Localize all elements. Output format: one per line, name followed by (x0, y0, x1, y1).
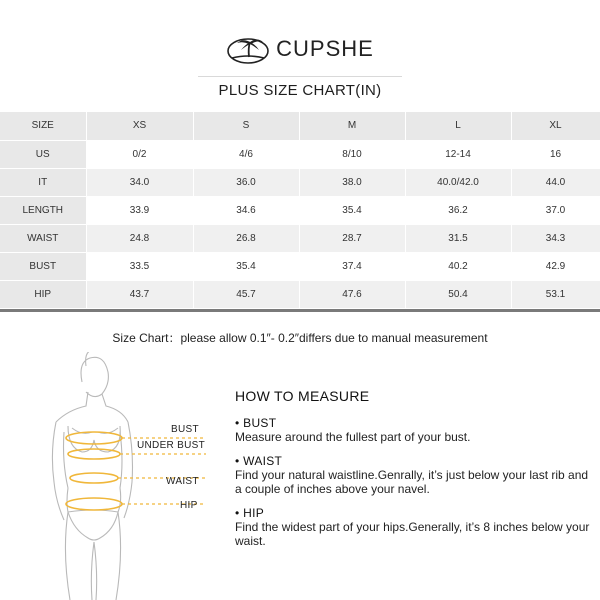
table-cell: 37.0 (511, 196, 600, 224)
table-cell: 45.7 (193, 280, 299, 308)
table-cell: 50.4 (405, 280, 511, 308)
table-cell: 36.2 (405, 196, 511, 224)
table-cell: 26.8 (193, 224, 299, 252)
brand-logo (0, 34, 600, 64)
hip-band (66, 498, 122, 510)
table-cell: 0/2 (86, 140, 193, 168)
table-cell: 12-14 (405, 140, 511, 168)
label-hip: HIP (180, 500, 198, 511)
chart-title: PLUS SIZE CHART(IN) (218, 82, 382, 99)
table-row (0, 196, 600, 224)
row-label: WAIST (0, 224, 86, 252)
label-under-bust: UNDER BUST (137, 440, 206, 451)
table-cell: 38.0 (299, 168, 405, 196)
under-bust-band (68, 449, 120, 459)
howto-item-text: Find your natural waistline.Genrally, it’s just below your last rib and a couple of inches above your navel. (235, 468, 589, 496)
howto-item-text: Measure around the fullest part of your bust. (235, 430, 471, 444)
measurement-note: Size Chart：please allow 0.1″- 0.2″differs due to manual measurement (112, 331, 488, 345)
waist-band (70, 473, 118, 483)
table-cell: 24.8 (86, 224, 193, 252)
column-header: M (299, 112, 405, 140)
how-to-measure-section (235, 388, 590, 558)
table-cell: 35.4 (193, 252, 299, 280)
table-cell: 37.4 (299, 252, 405, 280)
table-cell: 40.2 (405, 252, 511, 280)
row-label: BUST (0, 252, 86, 280)
column-header: XL (511, 112, 600, 140)
table-bottom-rule (0, 309, 600, 312)
table-header-row (0, 112, 600, 140)
table-cell: 34.0 (86, 168, 193, 196)
row-label: US (0, 140, 86, 168)
row-label: LENGTH (0, 196, 86, 224)
table-cell: 40.0/42.0 (405, 168, 511, 196)
howto-item-heading: • BUST (235, 416, 277, 430)
table-cell: 53.1 (511, 280, 600, 308)
table-cell: 33.5 (86, 252, 193, 280)
column-header: S (193, 112, 299, 140)
table-cell: 47.6 (299, 280, 405, 308)
table-cell: 33.9 (86, 196, 193, 224)
palm-tree-icon (226, 34, 270, 64)
table-cell: 42.9 (511, 252, 600, 280)
body-figure (28, 352, 206, 600)
table-cell: 44.0 (511, 168, 600, 196)
table-cell: 34.3 (511, 224, 600, 252)
row-label: IT (0, 168, 86, 196)
table-cell: 8/10 (299, 140, 405, 168)
table-row (0, 140, 600, 168)
howto-item-waist (235, 454, 590, 496)
column-header: XS (86, 112, 193, 140)
size-table (0, 112, 600, 309)
table-cell: 36.0 (193, 168, 299, 196)
howto-item-heading: • HIP (235, 506, 265, 520)
table-row (0, 224, 600, 252)
howto-item-hip (235, 506, 590, 548)
label-bust: BUST (171, 424, 199, 435)
table-row (0, 252, 600, 280)
table-cell: 34.6 (193, 196, 299, 224)
table-cell: 16 (511, 140, 600, 168)
table-row (0, 280, 600, 308)
column-header-size: SIZE (0, 112, 86, 140)
label-waist: WAIST (166, 476, 199, 487)
logo-divider (198, 76, 402, 77)
table-row (0, 168, 600, 196)
howto-item-heading: • WAIST (235, 454, 283, 468)
table-cell: 28.7 (299, 224, 405, 252)
table-cell: 31.5 (405, 224, 511, 252)
table-cell: 35.4 (299, 196, 405, 224)
table-cell: 43.7 (86, 280, 193, 308)
table-cell: 4/6 (193, 140, 299, 168)
howto-item-bust (235, 416, 590, 444)
column-header: L (405, 112, 511, 140)
row-label: HIP (0, 280, 86, 308)
brand-name: CUPSHE (276, 36, 374, 61)
howto-item-text: Find the widest part of your hips.Generally, it’s 8 inches below your waist. (235, 520, 590, 548)
how-to-measure-title: HOW TO MEASURE (235, 388, 370, 404)
